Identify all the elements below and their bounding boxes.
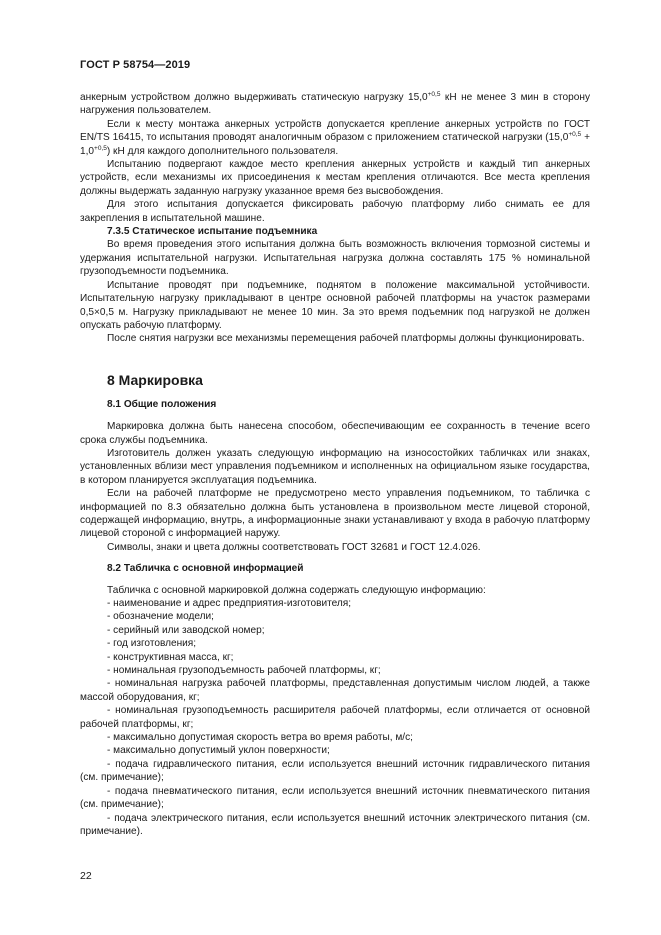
- list-item: - наименование и адрес предприятия-изготовителя;: [107, 598, 352, 609]
- paragraph-marking-durability: Маркировка должна быть нанесена способом, обеспечивающим ее сохранность в течение всего срока службы подъемника.: [80, 421, 590, 446]
- subsection-heading-8-2: 8.2 Табличка с основной информацией: [107, 563, 304, 575]
- plate-info-list: [80, 597, 590, 838]
- paragraph-manufacturer-info: Изготовитель должен указать следующую информацию на износостойких табличках или знаках, установленных вблизи мест управления подъемником и исполненных на официальном языке государства, в котором планируется эксплуатация подъемника.: [80, 447, 590, 486]
- list-item: - обозначение модели;: [107, 611, 214, 623]
- list-item: - серийный или заводской номер;: [107, 624, 265, 636]
- page-content: [80, 91, 590, 838]
- paragraph-anchor-load: анкерным устройством должно выдерживать статическую нагрузку $15,0^{+0,5}$ кН не менее 3 мин в сторону нагружения пользователем.: [80, 91, 591, 117]
- paragraph-after-unload: После снятия нагрузки все механизмы перемещения рабочей платформы должны функционировать.: [107, 333, 585, 345]
- paragraph-fix-platform: Для этого испытания допускается фиксировать рабочую платформу либо снимать ее для закрепления в испытательной машине.: [80, 199, 590, 224]
- list-item: - подача пневматического питания, если используется внешний источник пневматического питания (см. примечание);: [80, 785, 590, 811]
- list-item: - номинальная нагрузка рабочей платформы, представленная допустимым числом людей, а также массой оборудования, кг;: [80, 678, 590, 703]
- subsection-heading-8-1: 8.1 Общие положения: [107, 398, 217, 410]
- list-item: - номинальная грузоподъемность рабочей платформы, кг;: [107, 665, 381, 677]
- list-item: - конструктивная масса, кг;: [107, 651, 234, 663]
- section-heading-8: 8 Маркировка: [107, 371, 203, 388]
- list-item: - год изготовления;: [107, 638, 197, 650]
- paragraph-each-mount: Испытанию подвергают каждое место крепления анкерных устройств и каждый тип анкерных устройств, если механизмы их присоединения к местам крепления отличаются. Все места крепления должны выдержать заданную нагрузку указанное время без высвобождения.: [80, 159, 590, 197]
- paragraph-additional-anchors: Если к месту монтажа анкерных устройств допускается крепление анкерных устройств по ГОСТ EN/TS 16415, то испытания проводят аналогичным образом с приложением статической нагрузки $(15,0^{+0,5} + 1,0^{+0,5})$ кН для каждого дополнительного пользователя.: [80, 118, 590, 157]
- list-item: - подача гидравлического питания, если используется внешний источник гидравлического питания (см. примечание);: [80, 758, 590, 784]
- page-number: 22: [80, 870, 92, 882]
- paragraph-symbols-standards: Символы, знаки и цвета должны соответствовать ГОСТ 32681 и ГОСТ 12.4.026.: [107, 541, 481, 553]
- paragraph-brake-system: Во время проведения этого испытания должна быть возможность включения тормозной системы и удержания испытательной нагрузки. Испытательная нагрузка должна составлять 175 % номинальной грузоподъемности подъемника.: [80, 239, 590, 278]
- list-item: - максимально допустимая скорость ветра во время работы, м/с;: [107, 732, 413, 744]
- plate-info-intro: Табличка с основной маркировкой должна содержать следующую информацию:: [107, 584, 486, 596]
- subsection-heading-7-3-5: 7.3.5 Статическое испытание подъемника: [107, 226, 318, 238]
- paragraph-test-procedure: Испытание проводят при подъемнике, поднятом в положение максимальной устойчивости. Испытательную нагрузку прикладывают в центре основной рабочей платформы на участок размерами 0,5×0,5 м. Нагрузку прикладывают не менее 10 мин. За это время подъемник под нагрузкой не должен опускать рабочую платформу.: [80, 279, 590, 331]
- list-item: - максимально допустимый уклон поверхности;: [107, 745, 330, 757]
- list-item: - подача электрического питания, если используется внешний источник электрического питания (см. примечание).: [80, 812, 590, 837]
- list-item: - номинальная грузоподъемность расширителя рабочей платформы, если отличается от основной рабочей платформы, кг;: [80, 705, 590, 730]
- document-header: ГОСТ Р 58754—2019: [80, 59, 191, 71]
- paragraph-plate-placement: Если на рабочей платформе не предусмотрено место управления подъемником, то табличка с информацией по 8.3 обязательно должна быть установлена в произвольном месте лицевой стороной, содержащей информацию, внутрь, а информационные знаки устанавливают у входа в рабочую платформу лицевой стороной с информацией наружу.: [80, 488, 590, 540]
